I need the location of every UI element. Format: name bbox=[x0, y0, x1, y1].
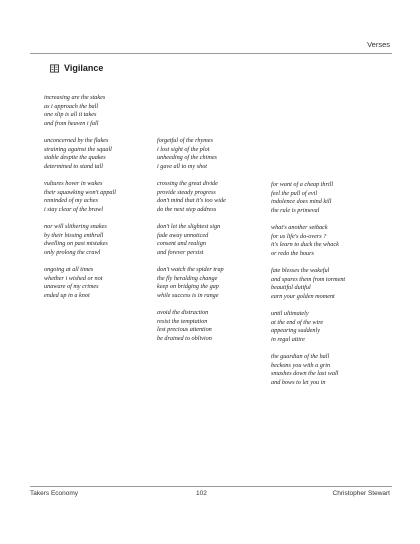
poem-line: forgetful of the rhymes bbox=[157, 137, 213, 144]
book-icon bbox=[50, 64, 59, 73]
stanza bbox=[44, 266, 174, 300]
stanza bbox=[44, 223, 174, 257]
poem-line: smashes down the last wall bbox=[271, 370, 339, 378]
poem-line: reminded of my aches bbox=[44, 197, 98, 205]
poem-line: dwelling on past mistakes bbox=[44, 240, 108, 248]
poem-line: feel the pull of evil bbox=[271, 189, 318, 197]
stanza bbox=[271, 267, 401, 301]
poem-line: ongoing at all times bbox=[44, 266, 94, 273]
poem-line: i stay clear of the brawl bbox=[44, 205, 103, 213]
footer-book-title: Takers Economy bbox=[30, 490, 79, 497]
poem-line: don't mind that it's too wide bbox=[157, 197, 226, 205]
poem-line: fade away unnoticed bbox=[157, 231, 209, 239]
poem-title-row bbox=[50, 63, 103, 73]
poem-line: ended up in a knot bbox=[44, 291, 90, 299]
poem-line: vultures hover in wakes bbox=[44, 180, 103, 187]
poem-line: it's learn to duck the whack bbox=[271, 241, 339, 249]
stanza bbox=[271, 224, 401, 258]
poem-line: provide steady progress bbox=[157, 188, 216, 196]
poem-line: resist the temptation bbox=[157, 317, 208, 325]
poem-line: at the end of the wire bbox=[271, 318, 324, 326]
stanza bbox=[44, 137, 174, 171]
poem-line: avoid the distraction bbox=[157, 309, 209, 316]
stanza bbox=[157, 137, 287, 171]
poem-line: stable despite the quakes bbox=[44, 154, 106, 162]
stanza bbox=[271, 353, 401, 387]
poem-line: unconcerned by the flakes bbox=[44, 137, 109, 144]
poem-line: increasing are the stakes bbox=[44, 94, 106, 101]
poem-line: by their hissing enthrall bbox=[44, 231, 104, 239]
poem-line: for us life's do-overs ? bbox=[271, 232, 327, 240]
stanza bbox=[44, 180, 174, 214]
poem-title: Vigilance bbox=[64, 63, 104, 73]
page-number: 102 bbox=[196, 490, 207, 497]
poem-line: keep on bridging the gap bbox=[157, 283, 219, 291]
poem-line: only prolong the crawl bbox=[44, 248, 101, 256]
poem-line: beautiful dutiful bbox=[271, 284, 311, 292]
poem-line: the fly heralding change bbox=[157, 274, 218, 282]
poem-line: and spares them from torment bbox=[271, 275, 346, 283]
poem-line: or redo the hours bbox=[271, 249, 314, 257]
poem-line: and bows to let you in bbox=[271, 378, 326, 386]
poem-line: while success is in range bbox=[157, 291, 219, 299]
poem-line: the rule is primeval bbox=[271, 206, 320, 214]
poem-line: for want of a cheap thrill bbox=[271, 181, 334, 188]
poem-line: i lost sight of the plot bbox=[157, 145, 210, 153]
poem-line: indolence does mind kill bbox=[271, 198, 332, 206]
poem-line: beckons you with a grin bbox=[271, 361, 331, 369]
stanza bbox=[157, 266, 287, 300]
poem-line: do the next step address bbox=[157, 205, 217, 213]
section-header: Verses bbox=[367, 40, 390, 49]
poem-line: as i approach the ball bbox=[44, 102, 99, 110]
poem-line: until ultimately bbox=[271, 310, 309, 317]
poem-line: i gave all to my shot bbox=[157, 162, 208, 170]
stanza bbox=[271, 181, 401, 215]
poem-line: fate blesses the wakeful bbox=[271, 267, 330, 274]
poem-line: and forever persist bbox=[157, 248, 204, 256]
poem-line: determined to stand tall bbox=[44, 162, 103, 170]
poem-line: be drained to oblivion bbox=[157, 334, 212, 342]
poem-line: unheeding of the chimes bbox=[157, 154, 217, 162]
stanza bbox=[271, 310, 401, 344]
poem-line: appearing suddenly bbox=[271, 327, 320, 335]
footer-divider bbox=[30, 486, 392, 487]
header-divider bbox=[30, 53, 392, 54]
poem-line: nor will slithering snakes bbox=[44, 223, 107, 230]
poem-line: their squawking won't appall bbox=[44, 188, 116, 196]
poem-line: crossing the great divide bbox=[157, 180, 218, 187]
poem-line: unaware of my crimes bbox=[44, 283, 99, 291]
stanza bbox=[157, 223, 287, 257]
poem-line: straining against the squall bbox=[44, 145, 112, 153]
poem-line: consent and realign bbox=[157, 240, 206, 248]
poem-line: don't let the slightest sign bbox=[157, 223, 221, 230]
poem-line: one slip is all it takes bbox=[44, 111, 97, 119]
poem-line: earn your golden moment bbox=[271, 292, 335, 300]
footer-author: Christopher Stewart bbox=[332, 490, 390, 497]
poem-line: lest precious attention bbox=[157, 326, 212, 334]
poem-line: in regal attire bbox=[271, 335, 305, 343]
stanza bbox=[44, 94, 174, 128]
stanza bbox=[157, 309, 287, 343]
poem-line: don't watch the spider trap bbox=[157, 266, 224, 273]
stanza bbox=[157, 180, 287, 214]
poem-line: and from heaven i fall bbox=[44, 119, 99, 127]
poem-line: what's another setback bbox=[271, 224, 328, 231]
poem-line: whether i wished or not bbox=[44, 274, 103, 282]
poem-line: the guardian of the hall bbox=[271, 353, 330, 360]
